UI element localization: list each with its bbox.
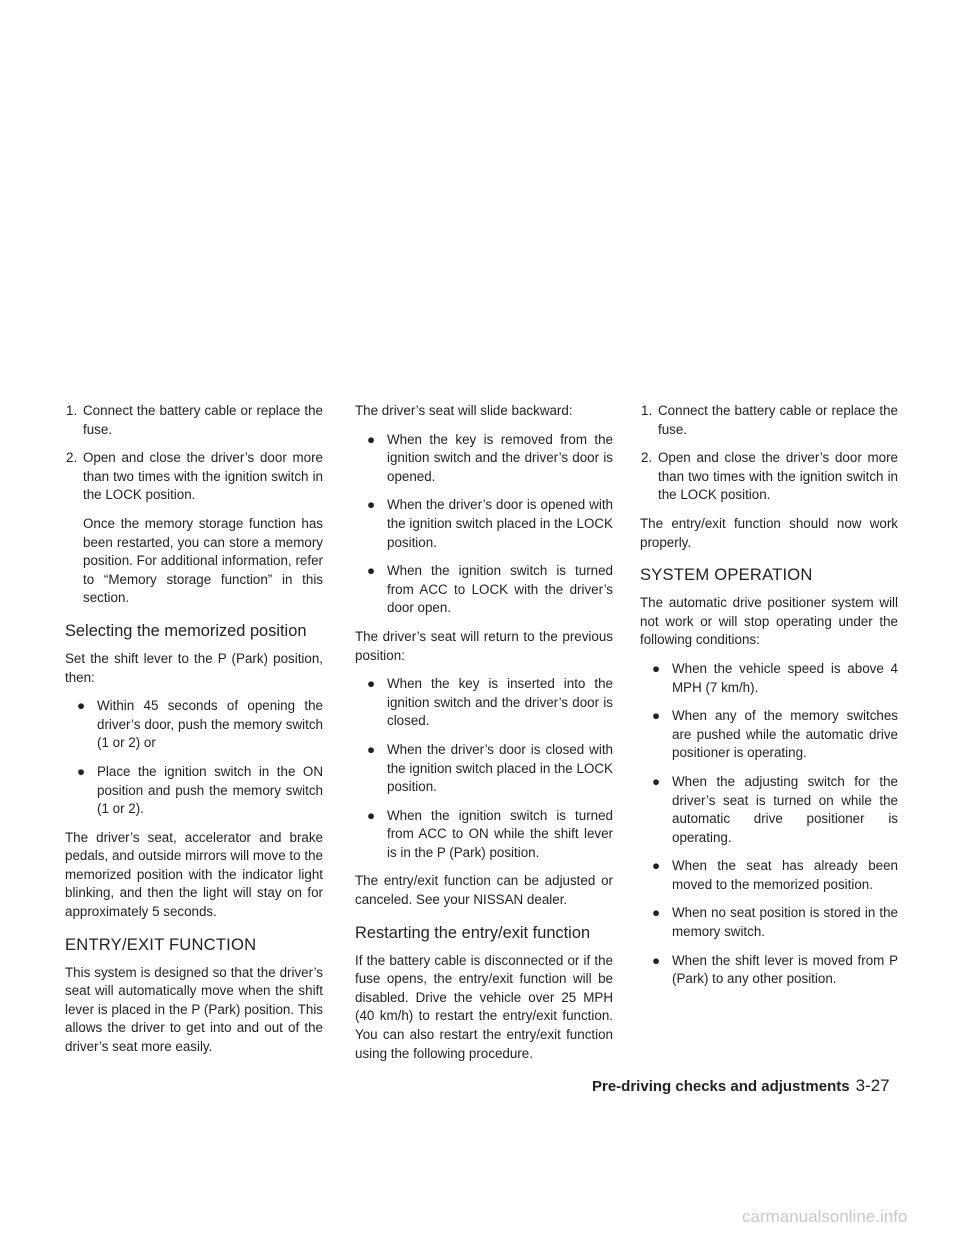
system-intro: The automatic drive positioner system will not work or will stop operating under the following conditions: bbox=[640, 595, 898, 648]
bullet-text: When the adjusting switch for the driver’s seat is turned on while the automatic drive positioner is operating. bbox=[672, 773, 898, 845]
list-item bbox=[640, 660, 898, 697]
list-item bbox=[640, 773, 898, 847]
list-item bbox=[355, 496, 613, 552]
bullet-icon: ● bbox=[652, 660, 661, 676]
bullet-icon: ● bbox=[367, 431, 376, 447]
step-text: Open and close the driver’s door more than two times with the ignition switch in the LOCK position. bbox=[658, 450, 898, 503]
page-footer bbox=[592, 1076, 892, 1096]
list-item bbox=[640, 402, 898, 439]
heading-selecting-memorized-position: Selecting the memorized position bbox=[65, 621, 307, 640]
return-intro: The driver’s seat will return to the previous position: bbox=[355, 628, 613, 663]
bullet-icon: ● bbox=[652, 952, 661, 968]
bullet-icon: ● bbox=[652, 905, 661, 921]
bullet-text: When the vehicle speed is above 4 MPH (7 km/h). bbox=[672, 660, 898, 695]
memory-restart-note: Once the memory storage function has been restarted, you can store a memory position. For additional information, refer to “Memory storage function” in this section. bbox=[83, 515, 323, 606]
bullet-text: When the key is inserted into the ignition switch and the driver’s door is closed. bbox=[387, 676, 613, 729]
step-text: Connect the battery cable or replace the fuse. bbox=[658, 403, 898, 437]
bullet-text: When the driver’s door is closed with the ignition switch placed in the LOCK position. bbox=[387, 741, 613, 795]
bullet-icon: ● bbox=[652, 858, 661, 874]
bullet-icon: ● bbox=[367, 741, 376, 757]
bullet-icon: ● bbox=[77, 698, 86, 714]
bullet-icon: ● bbox=[367, 497, 376, 513]
bullet-text: When the ignition switch is turned from ACC to ON while the shift lever is in the P (Park) position. bbox=[387, 807, 613, 860]
bullet-icon: ● bbox=[77, 763, 86, 779]
step-text: Open and close the driver’s door more than two times with the ignition switch in the LOCK position. bbox=[83, 450, 323, 503]
list-item bbox=[355, 562, 613, 618]
list-item bbox=[355, 431, 613, 487]
slide-backward-intro: The driver’s seat will slide backward: bbox=[355, 403, 573, 418]
column-2 bbox=[355, 402, 613, 1073]
heading-entry-exit-function: ENTRY/EXIT FUNCTION bbox=[65, 934, 257, 954]
step-number: 2. bbox=[641, 450, 653, 466]
watermark: carmanualsonline.info bbox=[742, 1207, 908, 1226]
list-item bbox=[65, 402, 323, 439]
bullet-icon: ● bbox=[367, 807, 376, 823]
column-1 bbox=[65, 402, 323, 1067]
bullet-icon: ● bbox=[652, 708, 661, 724]
footer-section-name: Pre-driving checks and adjustments bbox=[592, 1078, 850, 1095]
list-item bbox=[355, 675, 613, 731]
bullet-text: When the seat has already been moved to the memorized position. bbox=[672, 858, 898, 892]
bullet-text: When any of the memory switches are pushed while the automatic drive positioner is operating. bbox=[672, 708, 898, 761]
step-number: 1. bbox=[66, 403, 78, 418]
select-intro: Set the shift lever to the P (Park) position, then: bbox=[65, 650, 323, 685]
bullet-icon: ● bbox=[652, 773, 661, 789]
column-3 bbox=[640, 402, 898, 999]
should-work-note: The entry/exit function should now work properly. bbox=[640, 515, 898, 550]
list-item bbox=[65, 449, 323, 505]
list-item bbox=[640, 857, 898, 894]
heading-system-operation: SYSTEM OPERATION bbox=[640, 565, 813, 585]
list-item bbox=[65, 697, 323, 753]
bullet-text: When the shift lever is moved from P (Park) to any other position. bbox=[672, 952, 898, 987]
list-item bbox=[355, 807, 613, 863]
step-number: 1. bbox=[641, 403, 653, 418]
select-result: The driver’s seat, accelerator and brake pedals, and outside mirrors will move to the memorized position with the indicator light blinking, and then the light will stay on for approximately 5 seconds. bbox=[65, 829, 323, 920]
heading-restarting-entry-exit: Restarting the entry/exit function bbox=[355, 923, 591, 942]
adjust-cancel-note: The entry/exit function can be adjusted or canceled. See your NISSAN dealer. bbox=[355, 873, 613, 908]
list-item bbox=[640, 952, 898, 989]
bullet-text: Place the ignition switch in the ON position and push the memory switch (1 or 2). bbox=[97, 763, 323, 817]
step-number: 2. bbox=[66, 450, 78, 466]
entry-exit-description: This system is designed so that the driver’s seat will automatically move when the shift lever is placed in the P (Park) position. This allows the driver to get into and out of the driver’s seat more easily. bbox=[65, 964, 323, 1055]
page-number: 3-27 bbox=[855, 1076, 890, 1095]
bullet-text: When the driver’s door is opened with the ignition switch placed in the LOCK position. bbox=[387, 497, 613, 550]
bullet-icon: ● bbox=[367, 676, 376, 692]
bullet-icon: ● bbox=[367, 563, 376, 579]
list-item bbox=[640, 904, 898, 941]
list-item bbox=[65, 763, 323, 819]
bullet-text: When the key is removed from the ignition switch and the driver’s door is opened. bbox=[387, 431, 613, 484]
list-item bbox=[640, 707, 898, 763]
bullet-text: Within 45 seconds of opening the driver’s door, push the memory switch (1 or 2) or bbox=[97, 698, 323, 751]
step-text: Connect the battery cable or replace the fuse. bbox=[83, 403, 323, 437]
list-item bbox=[640, 449, 898, 505]
list-item bbox=[355, 741, 613, 797]
bullet-text: When no seat position is stored in the memory switch. bbox=[672, 905, 898, 940]
bullet-text: When the ignition switch is turned from ACC to LOCK with the driver’s door open. bbox=[387, 563, 613, 616]
restart-description: If the battery cable is disconnected or if the fuse opens, the entry/exit function will be disabled. Drive the vehicle over 25 MPH (40 km/h) to restart the entry/exit function. You can also restart the entry/exit function using the following procedure. bbox=[355, 952, 613, 1061]
